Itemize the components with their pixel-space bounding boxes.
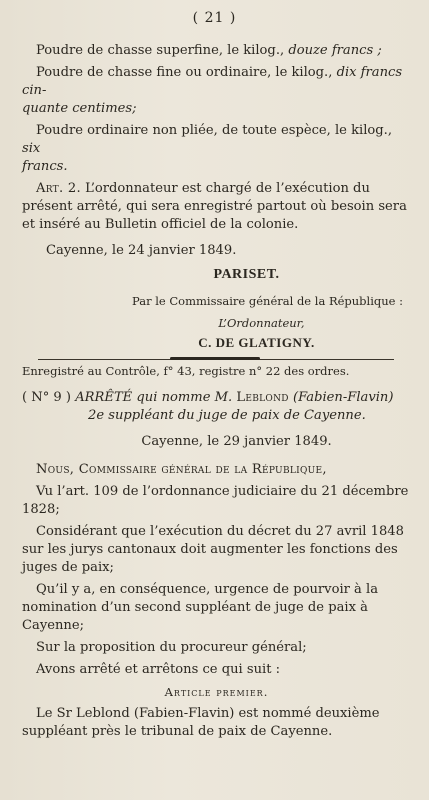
tariff-line-ordinaire: Poudre ordinaire non pliée, de toute espèce, le kilog., six xyxy=(22,123,392,156)
vu-line: Vu l’art. 109 de l’ordonnance judiciaire du 21 décembre 1828; xyxy=(22,484,409,517)
signature-glatigny: C. DE GLATIGNY. xyxy=(198,335,315,350)
article-premier: Article premier. xyxy=(164,685,269,699)
nous-line: Nous, Commissaire général de la République, xyxy=(36,462,327,477)
tariff-line-fine: Poudre de chasse fine ou ordinaire, le kilog., dix francs cin- xyxy=(22,65,403,98)
signature-pariset: PARISET. xyxy=(213,267,280,282)
arrete-block xyxy=(22,389,411,741)
tariff-line-fine-cont: quante centimes; xyxy=(22,101,137,116)
enregistre-line: Enregistré au Contrôle, f° 43, registre n° 22 des ordres. xyxy=(22,364,350,378)
article-2: Art. 2. L’ordonnateur est chargé de l’exécution du présent arrêté, qui sera enregistré partout où besoin sera et inséré au Bulletin officiel de la colonie. xyxy=(22,181,407,232)
ordonnateur-label: L’Ordonnateur, xyxy=(218,316,305,330)
page-number: ( 21 ) xyxy=(192,10,237,26)
considerant-line: Considérant que l’exécution du décret du 27 avril 1848 sur les jurys cantonaux doit augmenter les fonctions des juges de paix; xyxy=(22,524,404,575)
arrete-date: Cayenne, le 29 janvier 1849. xyxy=(141,434,332,449)
avons-line: Avons arrêté et arrêtons ce qui suit : xyxy=(36,662,281,677)
quil-line: Qu’il y a, en conséquence, urgence de pourvoir à la nomination d’un second suppléant de juge de paix à Cayenne; xyxy=(22,582,379,633)
arrete-title-line2: 2e suppléant du juge de paix de Cayenne. xyxy=(88,408,366,423)
date-line-1: Cayenne, le 24 janvier 1849. xyxy=(46,243,237,258)
arrete-title: ( N° 9 ) ARRÊTÉ qui nomme M. Leblond (Fabien-Flavin) xyxy=(22,390,394,405)
sur-line: Sur la proposition du procureur général; xyxy=(36,640,307,655)
le-sr-line: Le Sr Leblond (Fabien-Flavin) est nommé deuxième suppléant près le tribunal de paix de Cayenne. xyxy=(22,706,380,739)
tariff-line-ordinaire-cont: francs. xyxy=(22,159,68,174)
tariff-line-superfine: Poudre de chasse superfine, le kilog., douze francs ; xyxy=(36,43,382,58)
par-le-commissaire: Par le Commissaire général de la République : xyxy=(132,294,404,308)
separator-rule-center xyxy=(170,357,260,360)
tariff-block xyxy=(22,42,411,380)
